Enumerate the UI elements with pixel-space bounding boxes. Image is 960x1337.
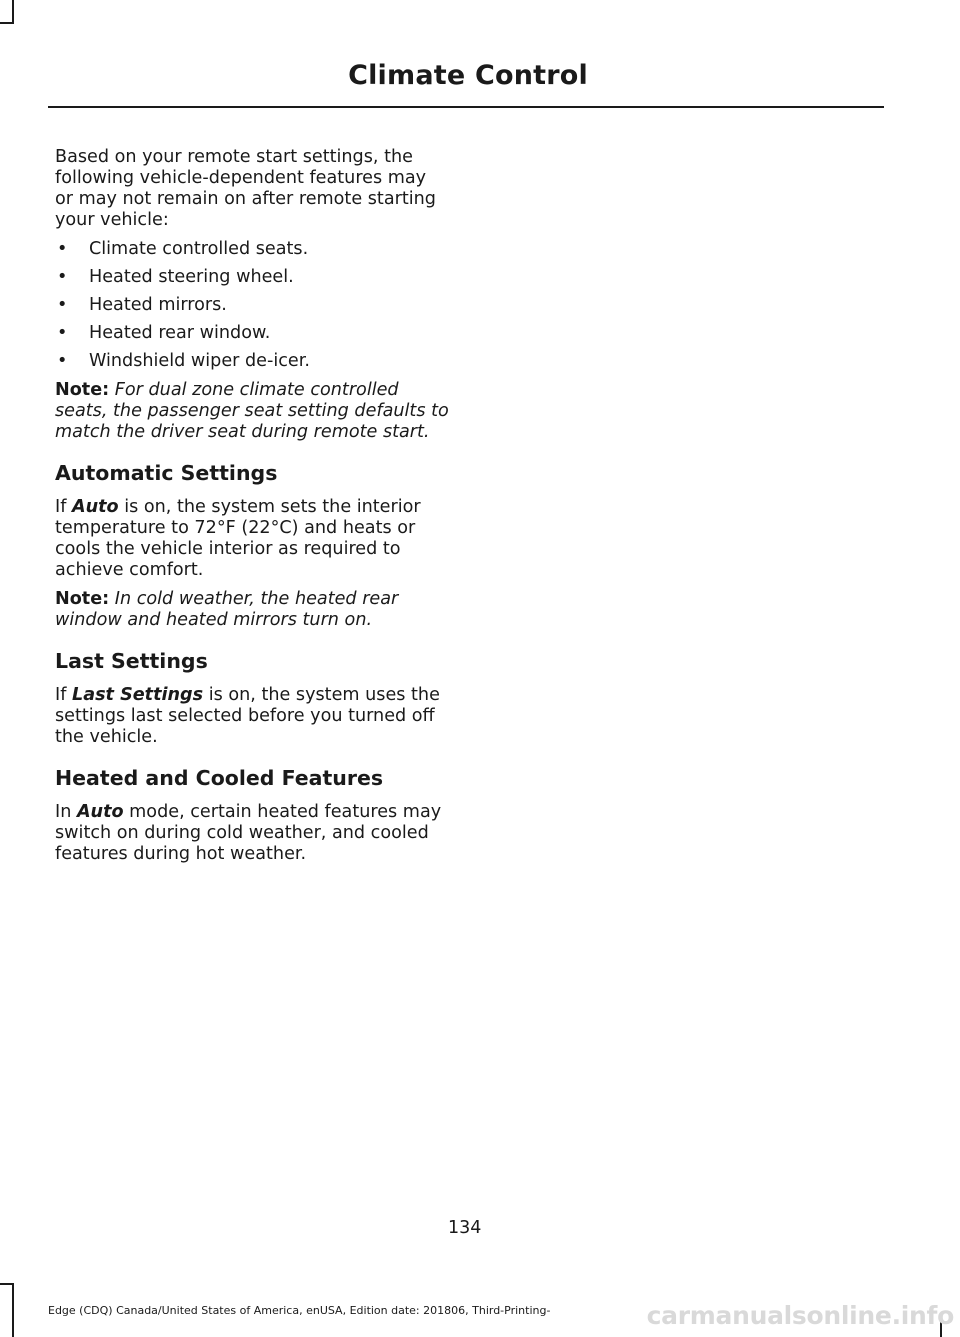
note-remote-start [55,380,449,443]
text-fragment: is on, the system uses the settings last selected before you turned off the vehicle. [55,685,440,747]
heading-last-settings: Last Settings [55,649,208,673]
crop-mark-bottom-left-vertical [12,1283,14,1337]
text-fragment: In [55,802,77,822]
crop-mark-top-left-vertical [12,0,14,24]
list-item [55,295,449,316]
last-settings-paragraph [55,685,449,748]
text-fragment: If [55,497,72,517]
list-item [55,239,449,260]
list-item-text: Heated mirrors. [89,295,227,315]
note-cold-weather [55,589,449,631]
bullet-icon: • [57,323,68,343]
bullet-icon: • [57,239,68,259]
list-item [55,323,449,344]
list-item [55,351,449,372]
list-item-text: Heated rear window. [89,323,271,343]
list-item-text: Windshield wiper de-icer. [89,351,310,371]
list-item [55,267,449,288]
list-item-text: Heated steering wheel. [89,267,294,287]
text-fragment: If [55,685,72,705]
page-title: Climate Control [348,60,588,91]
automatic-settings-paragraph [55,497,449,581]
bullet-icon: • [57,267,68,287]
text-fragment: mode, certain heated features may switch on during cold weather, and cooled features during hot weather. [55,802,442,864]
list-item-text: Climate controlled seats. [89,239,309,259]
edition-info: Edge (CDQ) Canada/United States of America, enUSA, Edition date: 201806, Third-Printing- [48,1304,551,1317]
page-number: 134 [448,1218,482,1238]
keyword-auto: Auto [71,497,119,517]
text-fragment: is on, the system sets the interior temperature to 72°F (22°C) and heats or cools the vehicle interior as required to achieve comfort. [55,497,421,580]
crop-mark-bottom-left-horizontal [0,1283,14,1285]
header-divider [48,106,884,108]
note-label: Note: [55,589,110,609]
bullet-icon: • [57,351,68,371]
heading-heated-cooled-features: Heated and Cooled Features [55,766,384,790]
feature-list [55,239,449,372]
page-content [55,147,449,873]
note-text: In cold weather, the heated rear window and heated mirrors turn on. [55,589,399,630]
note-label: Note: [55,380,110,400]
keyword-last-settings: Last Settings [71,685,204,705]
crop-mark-top-left-horizontal [0,22,14,24]
heading-automatic-settings: Automatic Settings [55,461,278,485]
intro-paragraph: Based on your remote start settings, the following vehicle-dependent features may or may not remain on after remote starting your vehicle: [55,147,436,230]
keyword-auto: Auto [76,802,124,822]
watermark: carmanualsonline.info [646,1301,954,1330]
bullet-icon: • [57,295,68,315]
heated-cooled-paragraph [55,802,449,865]
note-text: For dual zone climate controlled seats, the passenger seat setting defaults to match the driver seat during remote start. [55,380,449,442]
